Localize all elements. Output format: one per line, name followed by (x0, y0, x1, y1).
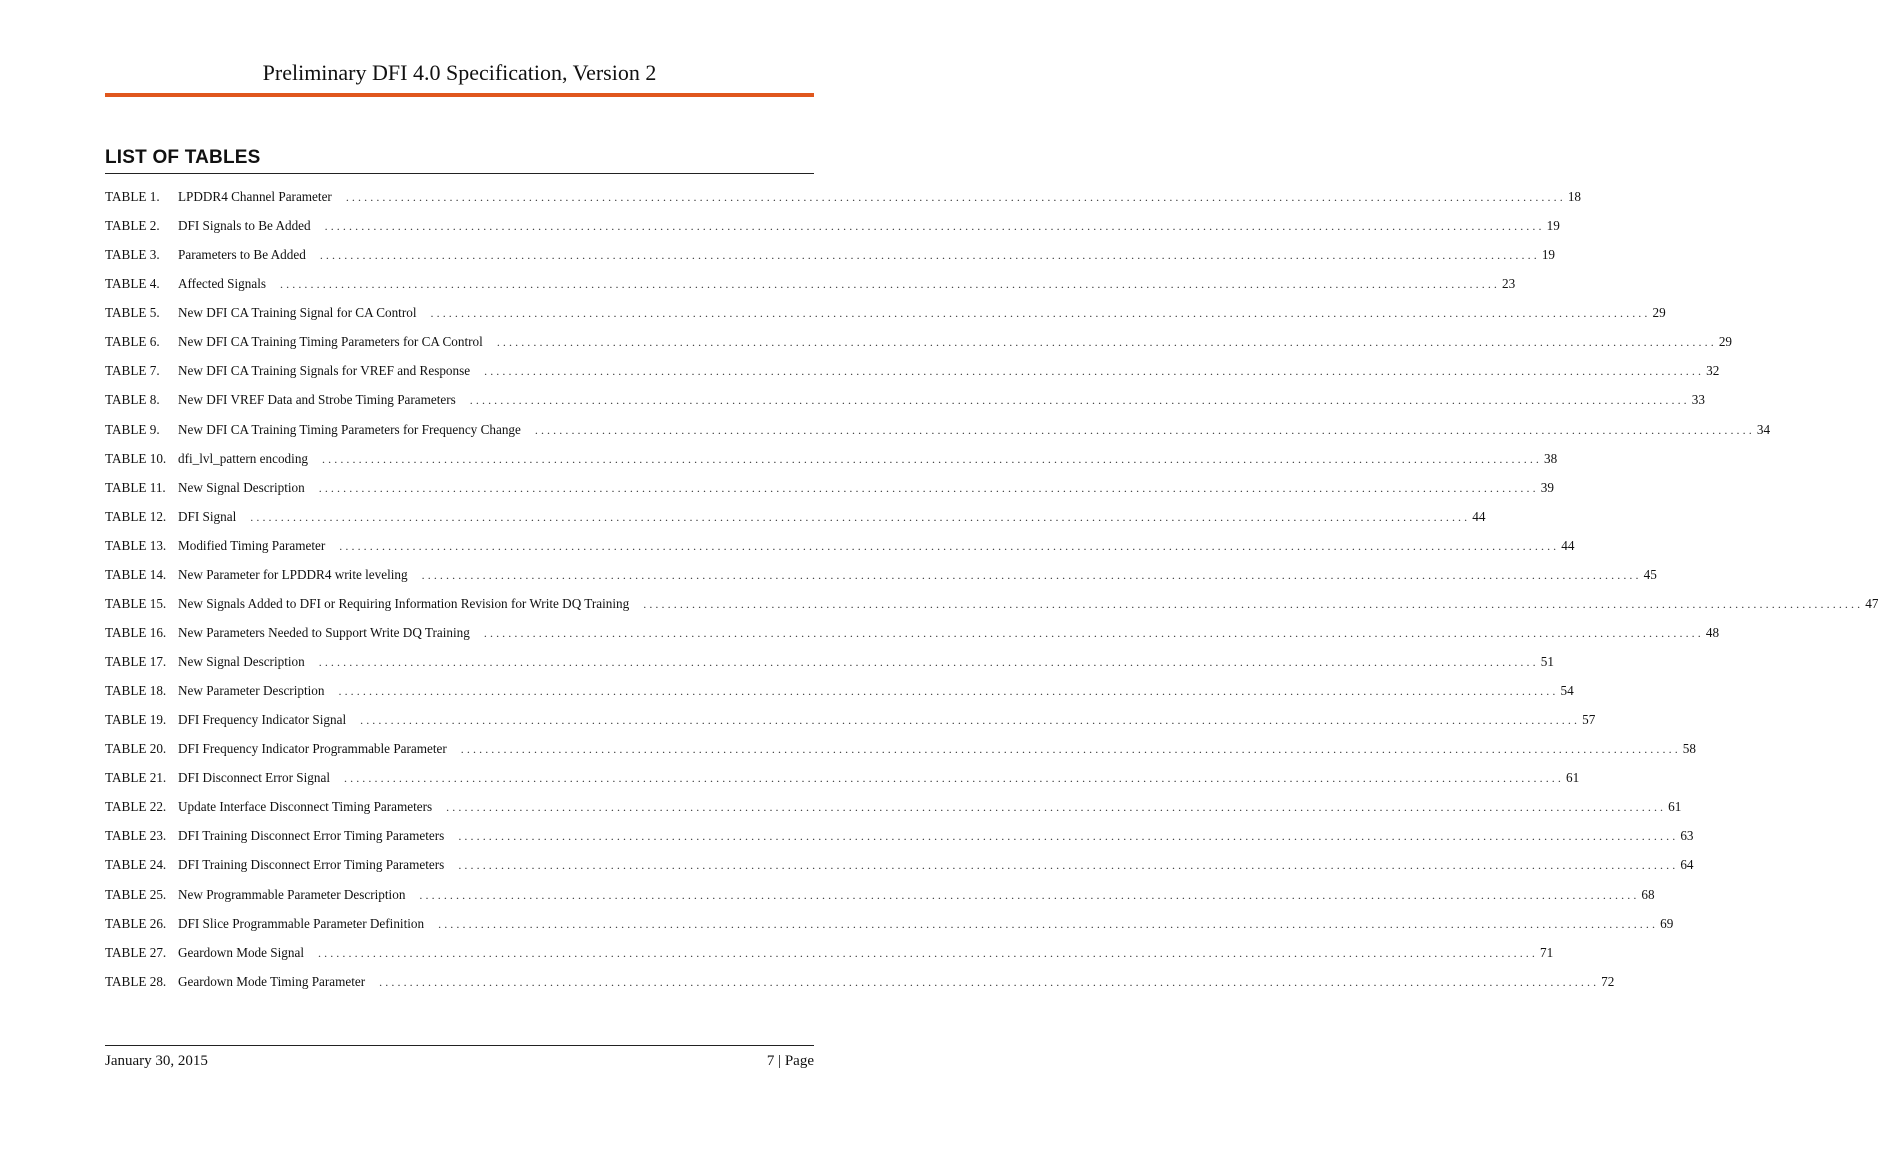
dot-leader: ........................................................................................................................................................................................................ (458, 829, 1679, 844)
dot-leader: ........................................................................................................................................................................................................ (534, 422, 1755, 437)
table-number: TABLE 12. (105, 508, 167, 524)
toc-entry[interactable] (105, 712, 1596, 741)
dot-leader: ........................................................................................................................................................................................................ (438, 916, 1659, 931)
table-number: TABLE 27. (105, 944, 167, 960)
page-number: 29 (1652, 305, 1666, 321)
page-number: 29 (1718, 334, 1732, 350)
dot-leader: ........................................................................................................................................................................................................ (419, 887, 1640, 902)
table-title: LPDDR4 Channel Parameter (178, 189, 332, 204)
page-number: 19 (1546, 218, 1560, 234)
table-title: DFI Frequency Indicator Signal (178, 712, 347, 728)
table-title: New Signal Description (178, 654, 305, 669)
table-title: New Parameter Description (178, 683, 325, 699)
page-number: 38 (1544, 450, 1558, 466)
dot-leader: ........................................................................................................................................................................................................ (318, 480, 1539, 495)
page-number: 47 (1865, 595, 1878, 611)
toc-entry[interactable] (105, 537, 1575, 567)
page-number: 33 (1691, 392, 1705, 408)
toc-entry[interactable] (105, 276, 1516, 305)
table-number: TABLE 15. (105, 595, 167, 611)
table-number: TABLE 8. (105, 392, 160, 408)
page-number: 72 (1601, 973, 1615, 989)
dot-leader: ........................................................................................................................................................................................................ (460, 742, 1681, 757)
table-number: TABLE 6. (105, 334, 160, 350)
table-title: DFI Training Disconnect Error Timing Parameters (178, 828, 445, 844)
page-number: 48 (1705, 624, 1720, 640)
page-number: 32 (1706, 363, 1720, 379)
page-number: 44 (1472, 508, 1486, 524)
page-number: 57 (1582, 712, 1596, 728)
table-title: New Programmable Parameter Description (178, 886, 406, 902)
table-title: DFI Signals to Be Added (178, 218, 311, 234)
table-title: Affected Signals (178, 276, 267, 292)
table-title: Geardown Mode Timing Parameter (178, 973, 366, 989)
table-number: TABLE 17. (105, 654, 167, 669)
footer-page-number: 7 | Page (766, 1053, 814, 1069)
footer-date: January 30, 2015 (105, 1053, 208, 1069)
toc-entry[interactable] (105, 450, 1558, 480)
page-number: 18 (1567, 189, 1582, 204)
toc-entry[interactable] (105, 654, 1554, 683)
page-number: 23 (1502, 276, 1516, 292)
page-number: 34 (1756, 421, 1771, 437)
table-number: TABLE 20. (105, 741, 167, 757)
table-number: TABLE 1. (105, 189, 160, 204)
table-title: Geardown Mode Signal (178, 944, 304, 960)
toc-entry[interactable] (105, 944, 1554, 974)
table-number: TABLE 14. (105, 566, 167, 582)
dot-leader: ........................................................................................................................................................................................................ (338, 684, 1559, 699)
toc-entry[interactable] (105, 363, 1720, 392)
table-number: TABLE 21. (105, 770, 167, 786)
page-number: 61 (1668, 799, 1682, 815)
toc-entry[interactable] (105, 683, 1574, 712)
page-number: 71 (1540, 944, 1554, 960)
toc-entry[interactable] (105, 566, 1657, 596)
dot-leader: ........................................................................................................................................................................................................ (324, 219, 1545, 234)
page-number: 54 (1560, 683, 1574, 699)
dot-leader: ........................................................................................................................................................................................................ (458, 858, 1679, 873)
page-number: 64 (1680, 857, 1694, 873)
toc-entry[interactable] (105, 741, 1696, 770)
table-number: TABLE 28. (105, 973, 167, 989)
dot-leader: ........................................................................................................................................................................................................ (280, 277, 1501, 292)
table-title: Modified Timing Parameter (178, 537, 326, 553)
header-divider (105, 93, 814, 97)
toc-entry[interactable] (105, 508, 1486, 538)
dot-leader: ........................................................................................................................................................................................................ (319, 248, 1540, 263)
table-number: TABLE 7. (105, 363, 160, 379)
table-title: DFI Signal (178, 508, 237, 524)
table-title: New DFI CA Training Timing Parameters for Frequency Change (178, 421, 521, 437)
dot-leader: ........................................................................................................................................................................................................ (430, 306, 1651, 321)
table-number: TABLE 4. (105, 276, 160, 292)
toc-entry[interactable] (105, 595, 1878, 625)
page-number: 19 (1541, 247, 1555, 263)
dot-leader: ........................................................................................................................................................................................................ (483, 625, 1704, 640)
dot-leader: ........................................................................................................................................................................................................ (421, 567, 1642, 582)
dot-leader: ........................................................................................................................................................................................................ (318, 945, 1538, 960)
dot-leader: ........................................................................................................................................................................................................ (469, 393, 1690, 408)
table-title: New DFI CA Training Timing Parameters for CA Control (178, 334, 483, 350)
page-number: 45 (1643, 566, 1657, 582)
page-number: 39 (1540, 479, 1554, 495)
table-number: TABLE 18. (105, 683, 167, 699)
table-title: New DFI CA Training Signals for VREF and Response (178, 363, 471, 379)
table-number: TABLE 13. (105, 537, 167, 553)
toc-entry[interactable] (105, 770, 1580, 799)
toc-entry[interactable] (105, 247, 1555, 276)
dot-leader: ........................................................................................................................................................................................................ (496, 335, 1717, 350)
table-title: New Parameters Needed to Support Write DQ Training (178, 624, 470, 640)
table-number: TABLE 22. (105, 799, 167, 815)
page-number: 61 (1566, 770, 1580, 786)
dot-leader: ........................................................................................................................................................................................................ (379, 974, 1600, 989)
dot-leader: ........................................................................................................................................................................................................ (643, 596, 1864, 611)
table-number: TABLE 5. (105, 305, 160, 321)
dot-leader: ........................................................................................................................................................................................................ (339, 538, 1560, 553)
table-number: TABLE 9. (105, 421, 160, 437)
table-number: TABLE 24. (105, 857, 167, 873)
page-number: 63 (1680, 828, 1694, 844)
dot-leader: ........................................................................................................................................................................................................ (322, 451, 1543, 466)
footer-divider (105, 1045, 814, 1046)
toc-entry[interactable] (105, 334, 1732, 363)
table-number: TABLE 3. (105, 247, 160, 263)
table-title: DFI Slice Programmable Parameter Definition (178, 915, 425, 931)
table-title: New DFI VREF Data and Strobe Timing Parameters (178, 392, 456, 408)
toc-entry[interactable] (105, 189, 1582, 218)
toc-entry[interactable] (105, 886, 1655, 916)
dot-leader: ........................................................................................................................................................................................................ (484, 364, 1705, 379)
table-title: New Signal Description (178, 479, 305, 495)
table-title: dfi_lvl_pattern encoding (178, 450, 309, 466)
table-number: TABLE 25. (105, 886, 167, 902)
toc-entry[interactable] (105, 479, 1554, 509)
page-number: 44 (1561, 537, 1575, 553)
toc-entry[interactable] (105, 305, 1666, 334)
dot-leader: ........................................................................................................................................................................................................ (345, 190, 1566, 204)
table-title: Parameters to Be Added (178, 247, 306, 263)
section-title: LIST OF TABLES (105, 147, 261, 168)
toc-entry[interactable] (105, 799, 1682, 828)
dot-leader: ........................................................................................................................................................................................................ (318, 655, 1539, 669)
table-number: TABLE 16. (105, 624, 167, 640)
page-number: 68 (1641, 886, 1655, 902)
page-header-title: Preliminary DFI 4.0 Specification, Version 2 (262, 60, 657, 85)
table-title: DFI Training Disconnect Error Timing Parameters (178, 857, 445, 873)
table-title: DFI Disconnect Error Signal (178, 770, 330, 786)
page-number: 51 (1540, 654, 1554, 669)
toc-entry[interactable] (105, 421, 1771, 451)
table-title: Update Interface Disconnect Timing Parameters (178, 799, 433, 815)
list-of-tables (105, 189, 1878, 1003)
toc-entry[interactable] (105, 857, 1694, 886)
dot-leader: ........................................................................................................................................................................................................ (344, 771, 1564, 786)
table-number: TABLE 11. (105, 479, 166, 495)
dot-leader: ........................................................................................................................................................................................................ (360, 713, 1581, 728)
toc-entry[interactable] (105, 624, 1720, 654)
toc-entry[interactable] (105, 392, 1705, 421)
dot-leader: ........................................................................................................................................................................................................ (446, 800, 1667, 815)
dot-leader: ........................................................................................................................................................................................................ (250, 509, 1471, 524)
table-number: TABLE 2. (105, 218, 160, 234)
toc-entry[interactable] (105, 973, 1615, 1003)
toc-entry[interactable] (105, 218, 1560, 247)
toc-entry[interactable] (105, 915, 1674, 945)
table-number: TABLE 10. (105, 450, 167, 466)
table-number: TABLE 23. (105, 828, 167, 844)
table-title: New Parameter for LPDDR4 write leveling (178, 566, 408, 582)
section-title-divider (105, 173, 814, 174)
page-number: 69 (1660, 915, 1674, 931)
table-title: New DFI CA Training Signal for CA Control (178, 305, 417, 321)
table-title: New Signals Added to DFI or Requiring Information Revision for Write DQ Training (178, 595, 630, 611)
table-number: TABLE 19. (105, 712, 167, 728)
toc-entry[interactable] (105, 828, 1694, 857)
table-number: TABLE 26. (105, 915, 167, 931)
table-title: DFI Frequency Indicator Programmable Parameter (178, 741, 447, 757)
page-number: 58 (1682, 741, 1696, 757)
